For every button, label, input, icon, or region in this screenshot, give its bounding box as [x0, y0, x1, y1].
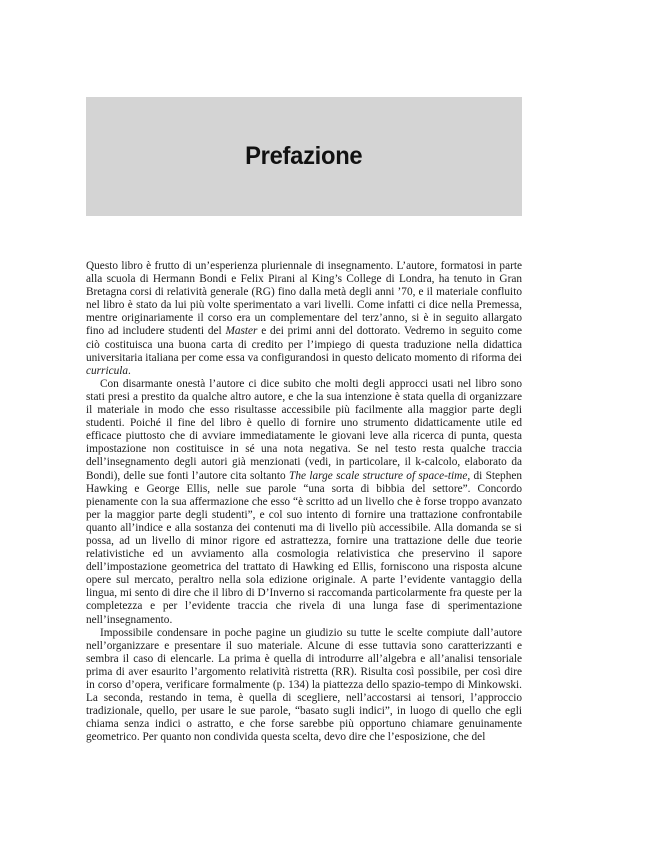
italic-text: Master	[225, 325, 258, 338]
italic-text: The large scale structure of space-time	[289, 469, 468, 482]
text-run: , di Stephen Hawking e George Ellis, nelle sue parole “una sorta di bibbia del settore”. Concordo pienamente con la sua affermazione che esso “è scritto ad un livello che è forse troppo avanzato per la maggior parte degli studenti”, e col suo intento di fornire una trattazione confrontabile quanto all’indice e alla sostanza dei contenuti ma di livello più accessibile. Alla domanda se si possa, ad un livello di minor rigore ed astrattezza, fornire una trattazione delle due teorie relativistiche ed un avviamento alla cosmologia relativistica che preservino il sapore dell’impostazione geometrica del trattato di Hawking ed Ellis, forniscono una risposta alcune opere sul mercato, peraltro nella sola edizione originale. A parte l’evidente vantaggio della lingua, mi sento di dire che il libro di D’Inverno si raccomanda particolarmente fra queste per la completezza e per l’evidente traccia che rivela di una lunga fase di sperimentazione nell’insegnamento.	[86, 469, 523, 626]
page-title: Prefazione	[245, 142, 363, 170]
paragraph	[86, 378, 522, 627]
text-run: .	[128, 364, 131, 377]
title-banner	[86, 97, 522, 216]
body-text	[86, 260, 522, 744]
text-run: Questo libro è frutto di un’esperienza pluriennale di insegnamento. L’autore, formatosi in parte alla scuola di Hermann Bondi e Felix Pirani al King’s College di Londra, ha tenuto in Gran Bretagna corsi di relatività generale (RG) fino dalla metà degli anni ’70, e il materiale confluito nel libro è stato da lui più volte sperimentato a vari livelli. Come infatti ci dice nella Premessa, mentre originariamente il corso era un complementare del terz’anno, si è in seguito allargato fino ad includere studenti del	[86, 260, 522, 338]
text-run: Impossibile condensare in poche pagine un giudizio su tutte le scelte compiute dall’autore nell’organizzare e presentare il suo materiale. Alcune di esse tuttavia sono caratterizzanti e sembra il caso di elencarle. La prima è quella di introdurre all’algebra e all’analisi tensoriale prima di aver esaurito l’argomento relatività ristretta (RR). Risulta così possibile, per così dire in corso d’opera, verificare formalmente (p. 134) la piattezza dello spazio-tempo di Minkowski. La seconda, restando in tema, è quella di scegliere, nell’accostarsi ai tensori, l’approccio tradizionale, quello, per usare le sue parole, “basato sugli indici”, in luogo di quello che egli chiama senza indici o astratto, e che forse sarebbe più opportuno chiamare genuinamente geometrico. Per quanto non condivida questa scelta, devo dire che l’esposizione, che del	[86, 626, 522, 744]
text-run: Con disarmante onestà l’autore ci dice subito che molti degli approcci usati nel libro sono stati presi a prestito da qualche altro autore, e che la sua intenzione è stata quella di organizzare il materiale in modo che esso risultasse accessibile più facilmente alla maggior parte degli studenti. Poiché il fine del libro è quello di fornire uno strumento didatticamente utile ed efficace piuttosto che di avviare immediatamente le giovani leve alla ricerca di punta, questa impostazione non costituisce in sé una nota negativa. Se nel testo resta qualche traccia dell’insegnamento degli autori già menzionati (vedi, in particolare, il k-calcolo, elaborato da Bondi), delle sue fonti l’autore cita soltanto	[86, 377, 522, 482]
paragraph	[86, 260, 522, 378]
text-run: e dei primi anni del dottorato. Vedremo in seguito come ciò costituisca una buona carta di credito per l’impiego di questa traduzione nella didattica universitaria italiana per come essa va configurandosi in questo delicato momento di riforma dei	[86, 325, 522, 364]
italic-text: curricula	[86, 364, 129, 377]
paragraph	[86, 627, 522, 745]
